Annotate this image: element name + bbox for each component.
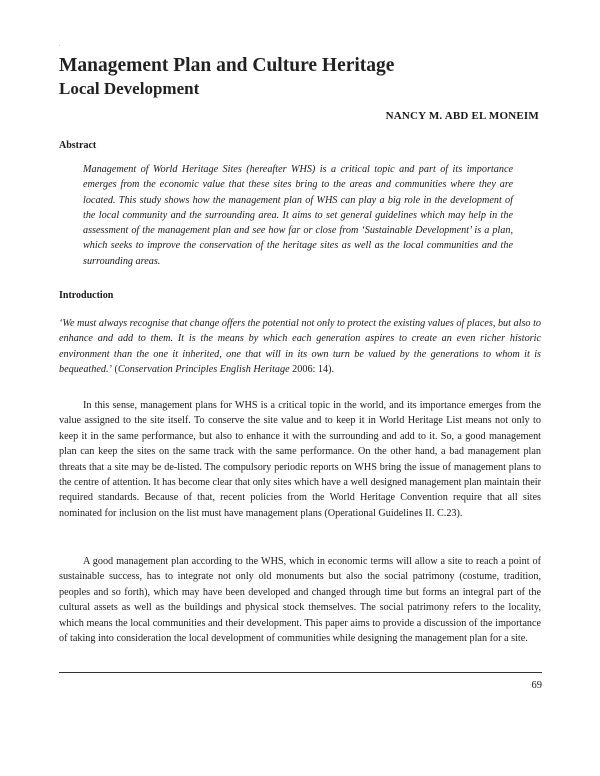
page-number: 69 — [531, 680, 542, 691]
abstract-text: Management of World Heritage Sites (hereafter WHS) is a critical topic and part of its importance emerges from the economic value that these sites bring to the areas and communities where they are located. This study shows how the management plan of WHS can play a big role in the development of the local community and the surrounding area. It aims to set general guidelines which may help in the assessment of the management plan and see how far or close from ‘Sustainable Development’ is a plan, which seeks to improve the conservation of the heritage sites as well as the local communities and the surrounding areas. — [83, 164, 513, 267]
abstract-heading: Abstract — [59, 140, 97, 151]
quote-text: ‘We must always recognise that change offers the potential not only to protect the existing values of places, but also to enhance and add to them. It is the means by which each generation aspires to create an even richer historic environment than the one it inherited, one that will in its own turn be valued by the generations to whom it is bequeathed.’ — [59, 318, 541, 375]
paper-title: Management Plan and Culture Heritage — [59, 55, 395, 76]
footer-rule — [59, 672, 542, 673]
epigraph-quote — [59, 316, 541, 377]
author-name: NANCY M. ABD EL MONEIM — [385, 110, 539, 122]
paper-subtitle: Local Development — [59, 79, 200, 98]
introduction-heading: Introduction — [59, 290, 114, 301]
body-paragraph-1: In this sense, management plans for WHS is a critical topic in the world, and its importance emerges from the value assigned to the site itself. To conserve the site value and to keep it in World Heritage List means not only to keep it in the same performance, but also to enhance it with the surrounding and add to it. So, a good management plan can keep the sites on the same track with the same performance. On the other hand, a bad management plan threats that a site may be de-listed. The compulsory periodic reports on WHS bring the issue of management plans to the centre of attention. It has become clear that only sites which have a well designed management plan maintain their required standards. Because of that, recent policies from the World Heritage Convention require that all sites nominated for inclusion on the list must have management plans (Operational Guidelines II. C.23). — [59, 400, 541, 519]
quote-cite-open: ( — [111, 363, 118, 375]
quote-cite-close: 2006: 14). — [289, 363, 335, 375]
body-paragraph-2: A good management plan according to the WHS, which in economic terms will allow a site to reach a point of sustainable success, has to integrate not only old monuments but also the social patrimony (costume, tradition, peoples and so forth), which may have been developed and changed through time but forms an integral part of the cultural assets as well as the buildings and physical stock themselves. The social patrimony refers to the locality, which means the local communities and their development. This paper aims to provide a discussion of the importance of taking into consideration the local development of communities while designing the management plan for a site. — [59, 556, 541, 645]
quote-citation: Conservation Principles English Heritage — [117, 363, 290, 375]
stray-dot: . — [59, 42, 61, 48]
